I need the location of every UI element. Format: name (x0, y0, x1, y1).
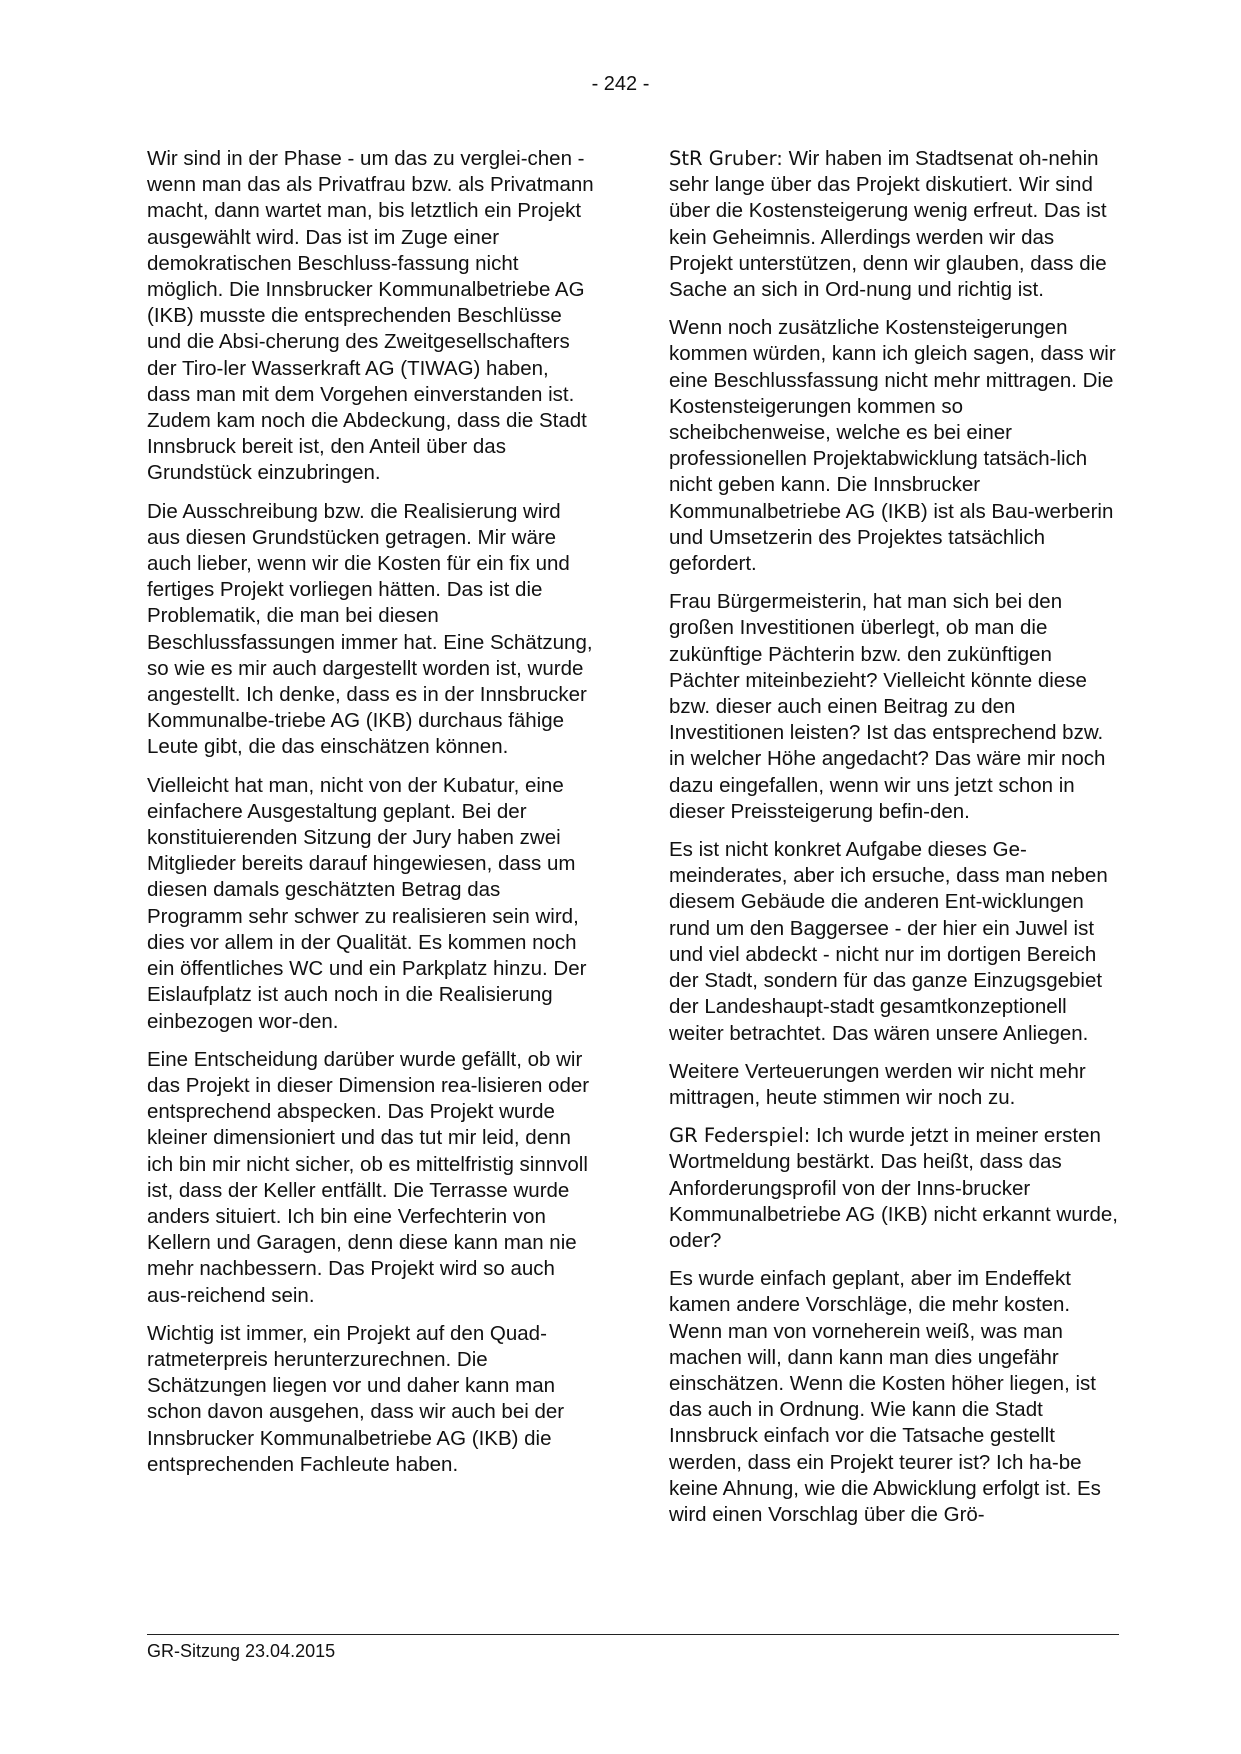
paragraph: Wenn noch zusätzliche Kostensteigerungen kommen würden, kann ich gleich sagen, dass wir eine Beschlussfassung nicht mehr mittragen. Die Kostensteigerungen kommen so scheibchenweise, welche es bei einer professionellen Projektabwicklung tatsäch-lich nicht geben kann. Die Innsbrucker Kommunalbetriebe AG (IKB) ist als Bau-werberin und Umsetzerin des Projektes tatsächlich gefordert. (669, 316, 1116, 576)
paragraph: Wir sind in der Phase - um das zu verglei-chen - wenn man das als Privatfrau bzw. als Privatmann macht, dann wartet man, bis letztlich ein Projekt ausgewählt wird. Das ist im Zuge einer demokratischen Beschluss-fassung nicht möglich. Die Innsbrucker Kommunalbetriebe AG (IKB) musste die entsprechenden Beschlüsse und die Absi-cherung des Zweitgesellschafters der Tiro-ler Wasserkraft AG (TIWAG) haben, dass man mit dem Vorgehen einverstanden ist. Zudem kam noch die Abdeckung, dass die Stadt Innsbruck bereit ist, den Anteil über das Grundstück einzubringen. (147, 147, 594, 485)
footer-divider (147, 1634, 1119, 1635)
paragraph-text: Wir haben im Stadtsenat oh-nehin sehr lange über das Projekt diskutiert. Wir sind über die Kostensteigerung wenig erfreut. Das ist kein Geheimnis. Allerdings werden wir das Projekt unterstützen, denn wir glauben, dass die Sache an sich in Ord-nung und richtig ist. (669, 147, 1107, 302)
paragraph: Vielleicht hat man, nicht von der Kubatur, eine einfachere Ausgestaltung geplant. Bei der konstituierenden Sitzung der Jury haben zwei Mitglieder bereits darauf hingewiesen, dass um diesen damals geschätzten Betrag das Programm sehr schwer zu realisieren sein wird, dies vor allem in der Qualität. Es kommen noch ein öffentliches WC und ein Parkplatz hinzu. Der Eislaufplatz ist auch noch in die Realisierung einbezogen wor-den. (147, 773, 587, 1033)
left-column (147, 146, 597, 1490)
paragraph: Es ist nicht konkret Aufgabe dieses Ge-meinderates, aber ich ersuche, dass man neben diesem Gebäude die anderen Ent-wicklungen rund um den Baggersee - der hier ein Juwel ist und viel abdeckt - nicht nur im dortigen Bereich der Stadt, sondern für das ganze Einzugsgebiet der Landeshaupt-stadt gesamtkonzeptionell weiter betrachtet. Das wären unsere Anliegen. (669, 838, 1108, 1045)
paragraph (669, 1123, 1119, 1254)
page-number: - 242 - (591, 73, 650, 95)
paragraph: Frau Bürgermeisterin, hat man sich bei den großen Investitionen überlegt, ob man die zukünftige Pächterin bzw. den zukünftigen Pächter miteinbezieht? Vielleicht könnte diese bzw. dieser auch einen Beitrag zu den Investitionen leisten? Ist das entsprechend bzw. in welcher Höhe angedacht? Das wäre mir noch dazu eingefallen, wenn wir uns jetzt schon in dieser Preissteigerung befin-den. (669, 590, 1106, 823)
paragraph: Es wurde einfach geplant, aber im Endeffekt kamen andere Vorschläge, die mehr kosten. Wenn man von vorneherein weiß, was man machen will, dann kann man dies ungefähr einschätzen. Wenn die Kosten höher liegen, ist das auch in Ordnung. Wie kann die Stadt Innsbruck einfach vor die Tatsache gestellt werden, dass ein Projekt teurer ist? Ich ha-be keine Ahnung, wie die Abwicklung erfolgt ist. Es wird einen Vorschlag über die Grö- (669, 1267, 1101, 1526)
paragraph: Wichtig ist immer, ein Projekt auf den Quad-ratmeterpreis herunterzurechnen. Die Schätzungen liegen vor und daher kann man schon davon ausgehen, dass wir auch bei der Innsbrucker Kommunalbetriebe AG (IKB) die entsprechenden Fachleute haben. (147, 1321, 565, 1476)
paragraph-text: Ich wurde jetzt in meiner ersten Wortmeldung bestärkt. Das heißt, dass das Anforderungsprofil von der Inns-brucker Kommunalbetriebe AG (IKB) nicht erkannt wurde, oder? (669, 1124, 1118, 1252)
paragraph (669, 146, 1119, 303)
right-column (669, 146, 1119, 1540)
footer-session-date: GR-Sitzung 23.04.2015 (147, 1641, 336, 1661)
paragraph: Die Ausschreibung bzw. die Realisierung wird aus diesen Grundstücken getragen. Mir wäre auch lieber, wenn wir die Kosten für ein fix und fertiges Projekt vorliegen hätten. Das ist die Problematik, die man bei diesen Beschlussfassungen immer hat. Eine Schätzung, so wie es mir auch dargestellt worden ist, wurde angestellt. Ich denke, dass es in der Innsbrucker Kommunalbe-triebe AG (IKB) durchaus fähige Leute gibt, die das einschätzen können. (147, 499, 593, 759)
speaker-name: GR Federspiel: (669, 1124, 811, 1148)
paragraph: Eine Entscheidung darüber wurde gefällt, ob wir das Projekt in dieser Dimension rea-lisieren oder entsprechend abspecken. Das Projekt wurde kleiner dimensioniert und das tut mir leid, denn ich bin mir nicht sicher, ob es mittelfristig sinnvoll ist, dass der Keller entfällt. Die Terrasse wurde anders situiert. Ich bin eine Verfechterin von Kellern und Garagen, denn diese kann man nie mehr nachbessern. Das Projekt wird so auch aus-reichend sein. (147, 1047, 590, 1307)
speaker-name: StR Gruber: (669, 147, 783, 170)
paragraph: Weitere Verteuerungen werden wir nicht mehr mittragen, heute stimmen wir noch zu. (669, 1059, 1086, 1109)
